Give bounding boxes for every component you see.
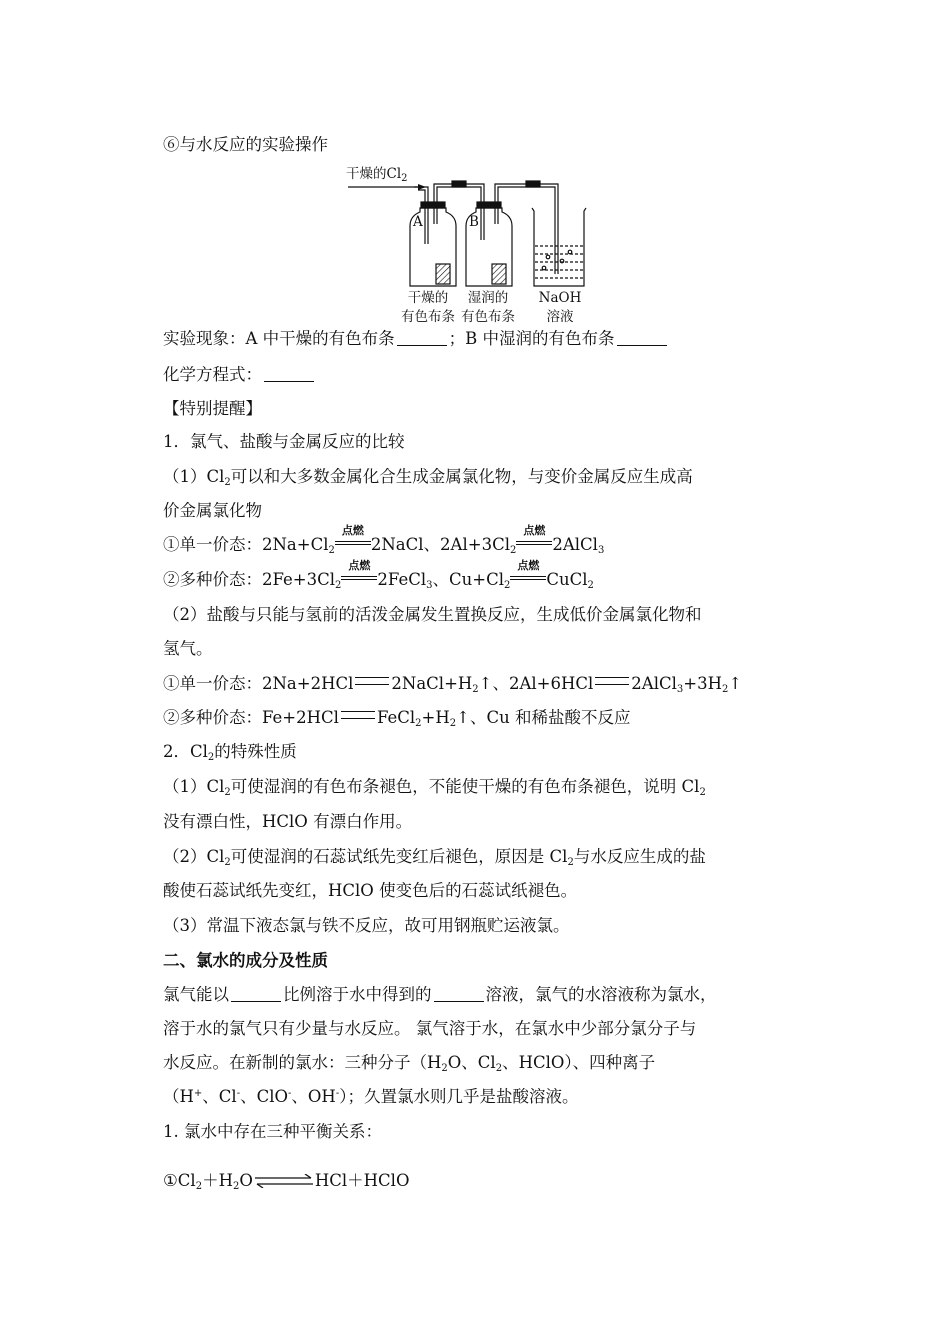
- equation-line: 化学方程式：: [163, 364, 316, 386]
- single-valence-hcl: ①单一价态：2Na+2HCl $2NaCl+H_2↑$、2Al+6HCl $2AlCl_3+3H_2↑$: [163, 674, 743, 695]
- single-valence-cl2: ①单一价态：$2Na+Cl_2$ 点燃 2NaCl、$2Al+3Cl_2$ 点燃 2AlCl$_3$: [163, 524, 605, 556]
- label-c-2: 溶液: [546, 309, 574, 325]
- s2-p1-line1: $(1)Cl_2$可使湿润的有色布条褪色，不能使干燥的有色布条褪色，说明 $Cl_2$: [163, 777, 706, 798]
- label-c-1: NaOH: [538, 290, 582, 306]
- apparatus-diagram: [348, 164, 608, 346]
- balance-title: 1. 氯水中存在三种平衡关系：: [163, 1122, 382, 1141]
- s1-p1-line1: $(1)Cl_2$可以和大多数金属化合生成金属氯化物，与变价金属反应生成高: [163, 467, 693, 488]
- s2-title: 2．$Cl_2$的特殊性质: [163, 742, 297, 763]
- heading-water-reaction: ⑥与水反应的实验操作: [163, 135, 328, 154]
- balance-equation: $①Cl_2+H_2O$ HCl＋HClO: [163, 1171, 410, 1192]
- multi-valence-hcl: ②多种价态：Fe+2HCl $FeCl_2+H_2↑$、Cu 和稀盐酸不反应: [163, 708, 631, 729]
- s2-p1-line2: 没有漂白性，HClO 有漂白作用。: [163, 812, 413, 831]
- s1-p2-line1: （2）盐酸与只能与氢前的活泼金属发生置换反应，生成低价金属氯化物和: [163, 605, 702, 624]
- chlorine-water-line4: （H+、Cl-、ClO-、OH-）；久置氯水则几乎是盐酸溶液。: [163, 1087, 579, 1106]
- label-b-2: 有色布条: [461, 309, 515, 325]
- s1-p2-line2: 氢气。: [163, 639, 213, 658]
- s2-p2-line2: 酸使石蕊试纸先变红，HClO 使变色后的石蕊试纸褪色。: [163, 881, 578, 900]
- s2-p3: （3）常温下液态氯与铁不反应，故可用钢瓶贮运液氯。: [163, 916, 570, 935]
- reversible-arrow-icon: [253, 1174, 315, 1188]
- label-a-1: 干燥的: [407, 290, 449, 306]
- reminder-title: 【特别提醒】: [163, 399, 262, 418]
- bottle-a-label: A: [413, 214, 423, 230]
- s1-p1-line2: 价金属氯化物: [163, 501, 262, 520]
- chlorine-water-line1: 氯气能以 比例溶于水中得到的 溶液，氯气的水溶液称为氯水，: [163, 985, 717, 1004]
- multi-valence-cl2: ②多种价态：$2Fe+3Cl_2$ 点燃 2FeCl$_3$、$Cu+Cl_2$ 点燃 CuCl$_2$: [163, 559, 594, 591]
- gas-label: 干燥的$Cl_2$: [346, 166, 408, 184]
- section2-title: 二、氯水的成分及性质: [163, 951, 328, 970]
- s1-title: 1．氯气、盐酸与金属反应的比较: [163, 432, 405, 451]
- bottle-b-label: B: [469, 214, 479, 230]
- s2-p2-line1: $(2)Cl_2$可使湿润的石蕊试纸先变红后褪色，原因是 $Cl_2$与水反应生成的盐: [163, 847, 706, 868]
- label-b-1: 湿润的: [467, 290, 509, 306]
- label-a-2: 有色布条: [401, 309, 455, 325]
- phenomenon-line: 实验现象：A 中干燥的有色布条 ；B 中湿润的有色布条: [163, 328, 669, 350]
- chlorine-water-line2: 溶于水的氯气只有少量与水反应。 氯气溶于水，在氯水中少部分氯分子与: [163, 1019, 697, 1038]
- chlorine-water-line3: 水反应。在新制的氯水：三种分子（$H_2O$、$Cl_2$、HClO）、四种离子: [163, 1053, 656, 1074]
